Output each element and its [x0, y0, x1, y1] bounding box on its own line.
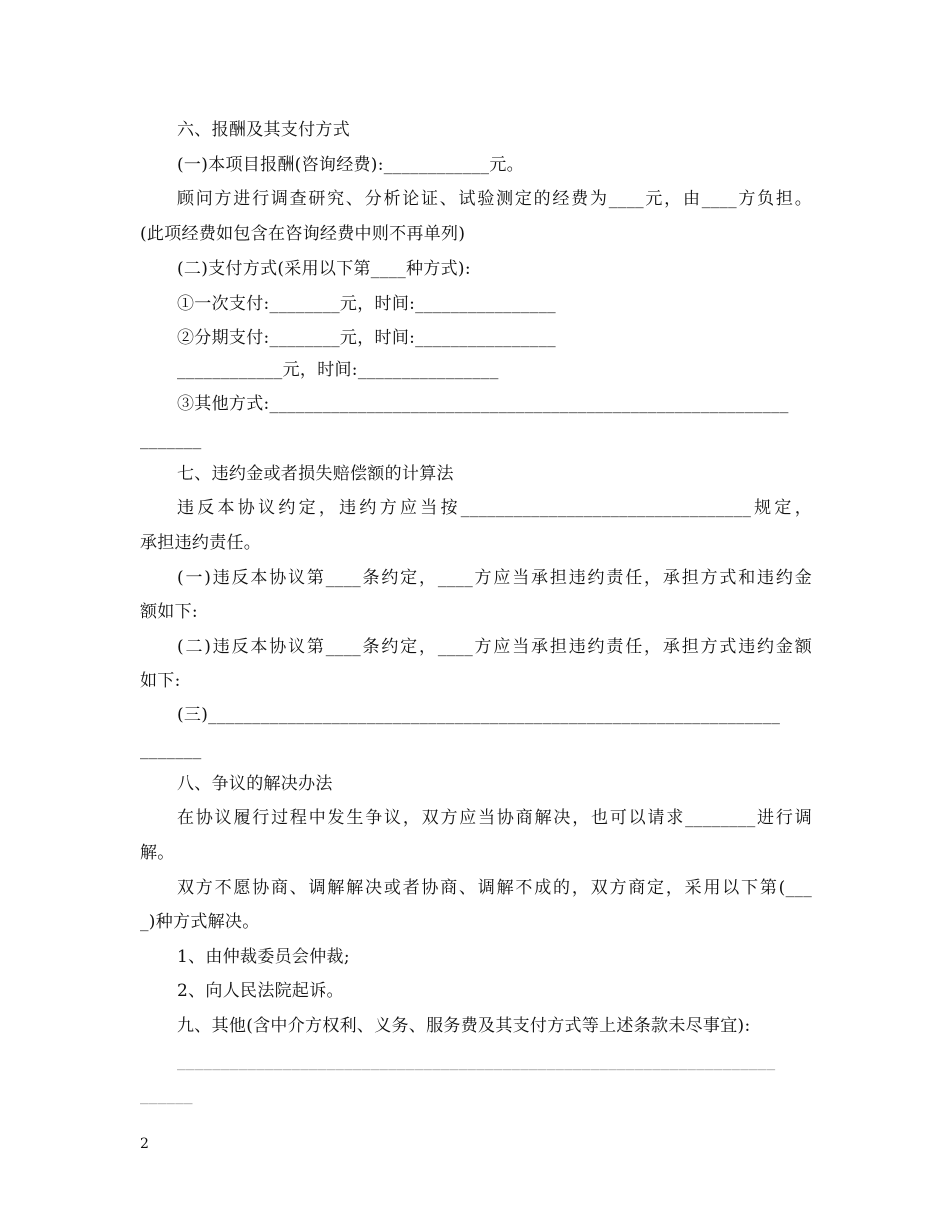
payment-option-2: ②分期支付:________元，时间:________________ [177, 328, 556, 348]
penalty-intro-continued: 承担违约责任。 [140, 533, 262, 553]
payment-option-3-continued: _______ [140, 430, 202, 450]
penalty-item-3: (三)_________________________________________________________________ [177, 705, 781, 725]
payment-option-3: ③其他方式:___________________________________________________________ [177, 394, 789, 414]
payment-option-1: ①一次支付:________元，时间:________________ [177, 294, 556, 314]
penalty-item-3-continued: _______ [140, 740, 202, 760]
penalty-item-1: (一)违反本协议第____条约定，____方应当承担违约责任，承担方式和违约金 [177, 568, 812, 588]
resolution-way-1: 1、由仲裁委员会仲裁; [177, 947, 350, 967]
penalty-item-2-continued: 如下: [140, 671, 181, 691]
penalty-intro-line: 违反本协议约定，违约方应当按_________________________________规定， [177, 498, 812, 518]
other-terms-blank-line: ____________________________________________________________________ [177, 1051, 776, 1071]
payment-option-2-continued: ____________元，时间:________________ [177, 360, 499, 380]
mediation-line: 在协议履行过程中发生争议，双方应当协商解决，也可以请求________进行调 [177, 808, 812, 828]
consulting-fee-line: (一)本项目报酬(咨询经费):____________元。 [177, 155, 524, 175]
other-terms-blank-continued: ______ [140, 1085, 193, 1105]
section-7-heading: 七、违约金或者损失赔偿额的计算法 [177, 464, 454, 484]
section-8-heading: 八、争议的解决办法 [177, 774, 333, 794]
penalty-item-1-continued: 额如下: [140, 602, 198, 622]
section-6-heading: 六、报酬及其支付方式 [177, 120, 350, 140]
section-9-heading: 九、其他(含中介方权利、义务、服务费及其支付方式等上述条款未尽事宜): [177, 1016, 751, 1036]
mediation-line-continued: 解。 [140, 843, 175, 863]
page-number: 2 [140, 1136, 149, 1152]
payment-method-line: (二)支付方式(采用以下第____种方式): [177, 259, 471, 279]
penalty-item-2: (二)违反本协议第____条约定，____方应当承担违约责任，承担方式违约金额 [177, 637, 812, 657]
resolution-way-2: 2、向人民法院起诉。 [177, 981, 344, 1001]
dispute-choice-line: 双方不愿协商、调解解决或者协商、调解不成的，双方商定，采用以下第(___ [177, 878, 812, 898]
dispute-choice-continued: _)种方式解决。 [140, 912, 260, 932]
research-cost-line: 顾问方进行调查研究、分析论证、试验测定的经费为____元，由____方负担。 [177, 189, 812, 209]
research-cost-note: (此项经费如包含在咨询经费中则不再单列) [140, 224, 466, 244]
